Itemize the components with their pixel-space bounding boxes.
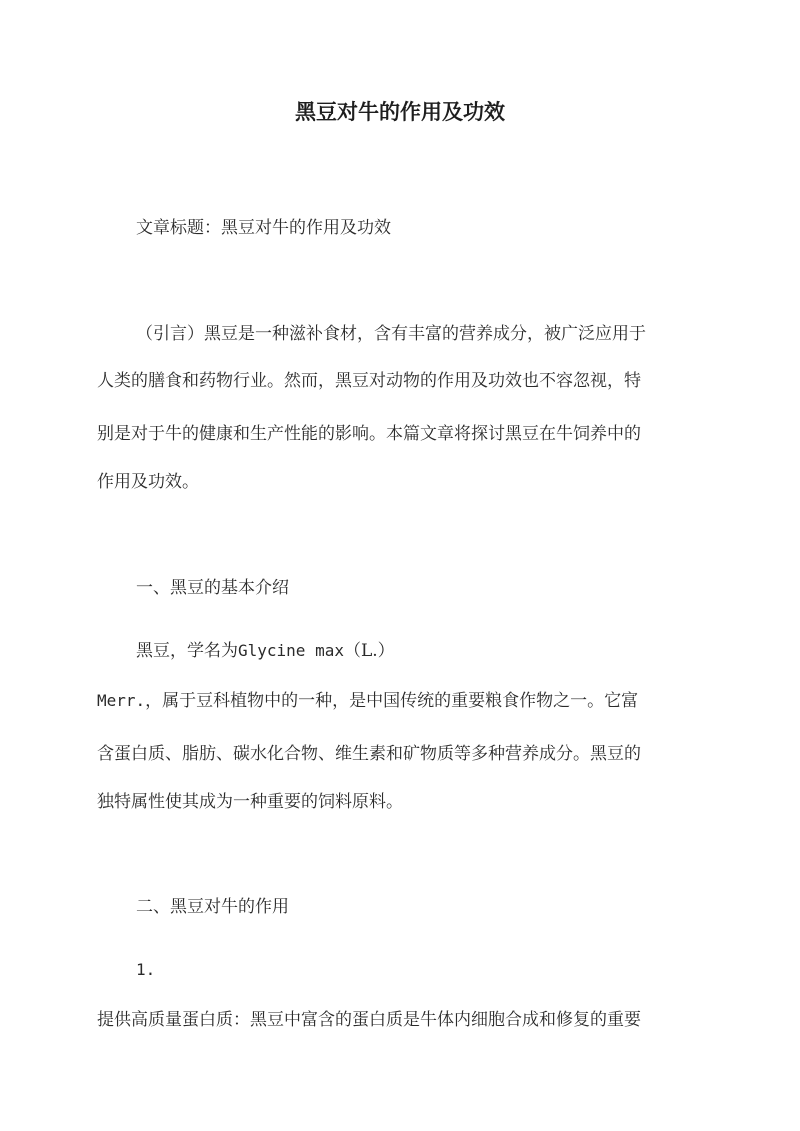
list-item-line-1: 提供高质量蛋白质：黑豆中富含的蛋白质是牛体内细胞合成和修复的重要 <box>97 1010 641 1030</box>
section-2-heading: 二、黑豆对牛的作用 <box>136 897 289 917</box>
intro-line-1: （引言）黑豆是一种滋补食材，含有丰富的营养成分，被广泛应用于 <box>136 324 646 344</box>
article-title-line: 文章标题：黑豆对牛的作用及功效 <box>136 218 391 238</box>
latin-author: Merr. <box>97 691 146 710</box>
intro-line-2: 人类的膳食和药物行业。然而，黑豆对动物的作用及功效也不容忽视，特 <box>97 371 641 391</box>
section-1-line-3: 含蛋白质、脂肪、碳水化合物、维生素和矿物质等多种营养成分。黑豆的 <box>97 744 641 764</box>
section-1-line-4: 独特属性使其成为一种重要的饲料原料。 <box>97 792 403 812</box>
intro-line-3: 别是对于牛的健康和生产性能的影响。本篇文章将探讨黑豆在牛饲养中的 <box>97 424 641 444</box>
section-1-line-1-prefix: 黑豆，学名为 <box>136 641 238 661</box>
document-title: 黑豆对牛的作用及功效 <box>295 99 505 124</box>
section-1-line-1-suffix: （L.） <box>343 641 395 661</box>
section-1-heading: 一、黑豆的基本介绍 <box>136 578 289 598</box>
section-1-line-1 <box>136 639 707 663</box>
section-1-line-2 <box>97 689 707 713</box>
section-1-line-2-rest: ，属于豆科植物中的一种，是中国传统的重要粮食作物之一。它富 <box>145 691 639 711</box>
list-item-number: 1. <box>136 960 156 979</box>
latin-name: Glycine max <box>238 641 344 660</box>
intro-line-4: 作用及功效。 <box>97 472 199 492</box>
